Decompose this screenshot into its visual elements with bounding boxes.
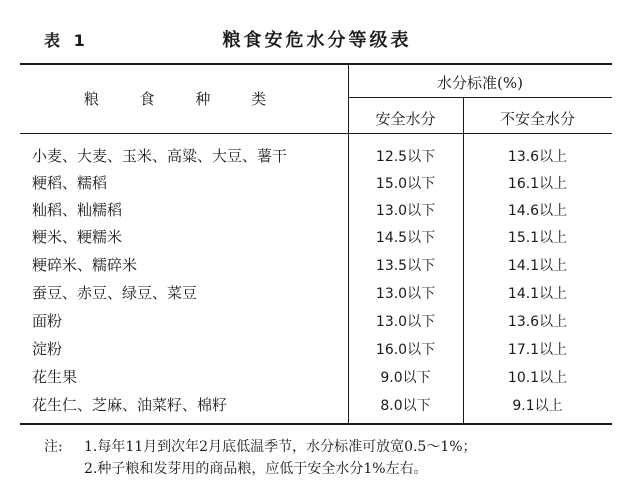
safe-moisture-cell: 13.0以下: [375, 314, 436, 330]
safe-moisture-cell: 8.0以下: [380, 398, 431, 414]
note-1: 1.每年11月到次年2月底低温季节，水分标准可放宽0.5～1%；: [84, 439, 477, 455]
crop-name-cell: 粳稻、糯稻: [32, 174, 108, 192]
crop-name-cell: 籼稻、籼糯稻: [32, 201, 123, 219]
crop-name-cell: 淀粉: [32, 340, 63, 358]
safe-moisture-cell: 13.5以下: [375, 258, 436, 274]
crop-name-cell: 粳米、粳糯米: [32, 228, 123, 246]
bottom-rule: [20, 423, 612, 425]
crop-name-cell: 蚕豆、赤豆、绿豆、菜豆: [32, 284, 198, 302]
safe-moisture-cell: 14.5以下: [375, 230, 436, 246]
unsafe-moisture-cell: 13.6以上: [507, 149, 568, 165]
crop-name-cell: 粳碎米、糯碎米: [32, 256, 138, 274]
unsafe-moisture-cell: 14.1以上: [507, 258, 568, 274]
header-crop-type: 粮 食 种 类: [83, 90, 285, 108]
safe-moisture-cell: 13.0以下: [375, 203, 436, 219]
crop-name-cell: 花生果: [32, 368, 78, 386]
table-title: 粮食安危水分等级表: [222, 30, 412, 51]
safe-moisture-cell: 15.0以下: [375, 176, 436, 192]
safe-moisture-cell: 9.0以下: [380, 370, 431, 386]
crop-name-cell: 小麦、大麦、玉米、高粱、大豆、薯干: [32, 147, 288, 165]
unsafe-moisture-cell: 9.1以上: [512, 398, 563, 414]
header-safe-moisture: 安全水分: [375, 110, 436, 128]
unsafe-moisture-cell: 16.1以上: [507, 176, 568, 192]
header-moisture-standard: 水分标准(%): [437, 74, 523, 92]
unsafe-moisture-cell: 14.1以上: [507, 286, 568, 302]
unsafe-moisture-cell: 13.6以上: [507, 314, 568, 330]
top-rule: [20, 63, 612, 65]
notes-label: 注:: [44, 439, 63, 455]
unsafe-moisture-cell: 15.1以上: [507, 230, 568, 246]
safe-moisture-cell: 12.5以下: [375, 149, 436, 165]
table-number: 表 1: [44, 31, 89, 50]
crop-name-cell: 花生仁、芝麻、油菜籽、棉籽: [32, 396, 228, 414]
safe-moisture-cell: 16.0以下: [375, 342, 436, 358]
safe-moisture-cell: 13.0以下: [375, 286, 436, 302]
header-bottom-rule: [20, 133, 612, 134]
header-mid-rule: [348, 97, 612, 98]
unsafe-moisture-cell: 14.6以上: [507, 203, 568, 219]
note-2: 2.种子粮和发芽用的商品粮，应低于安全水分1%左右。: [84, 461, 428, 477]
crop-name-cell: 面粉: [32, 312, 63, 330]
unsafe-moisture-cell: 10.1以上: [507, 370, 568, 386]
unsafe-moisture-cell: 17.1以上: [507, 342, 568, 358]
header-unsafe-moisture: 不安全水分: [499, 110, 575, 128]
